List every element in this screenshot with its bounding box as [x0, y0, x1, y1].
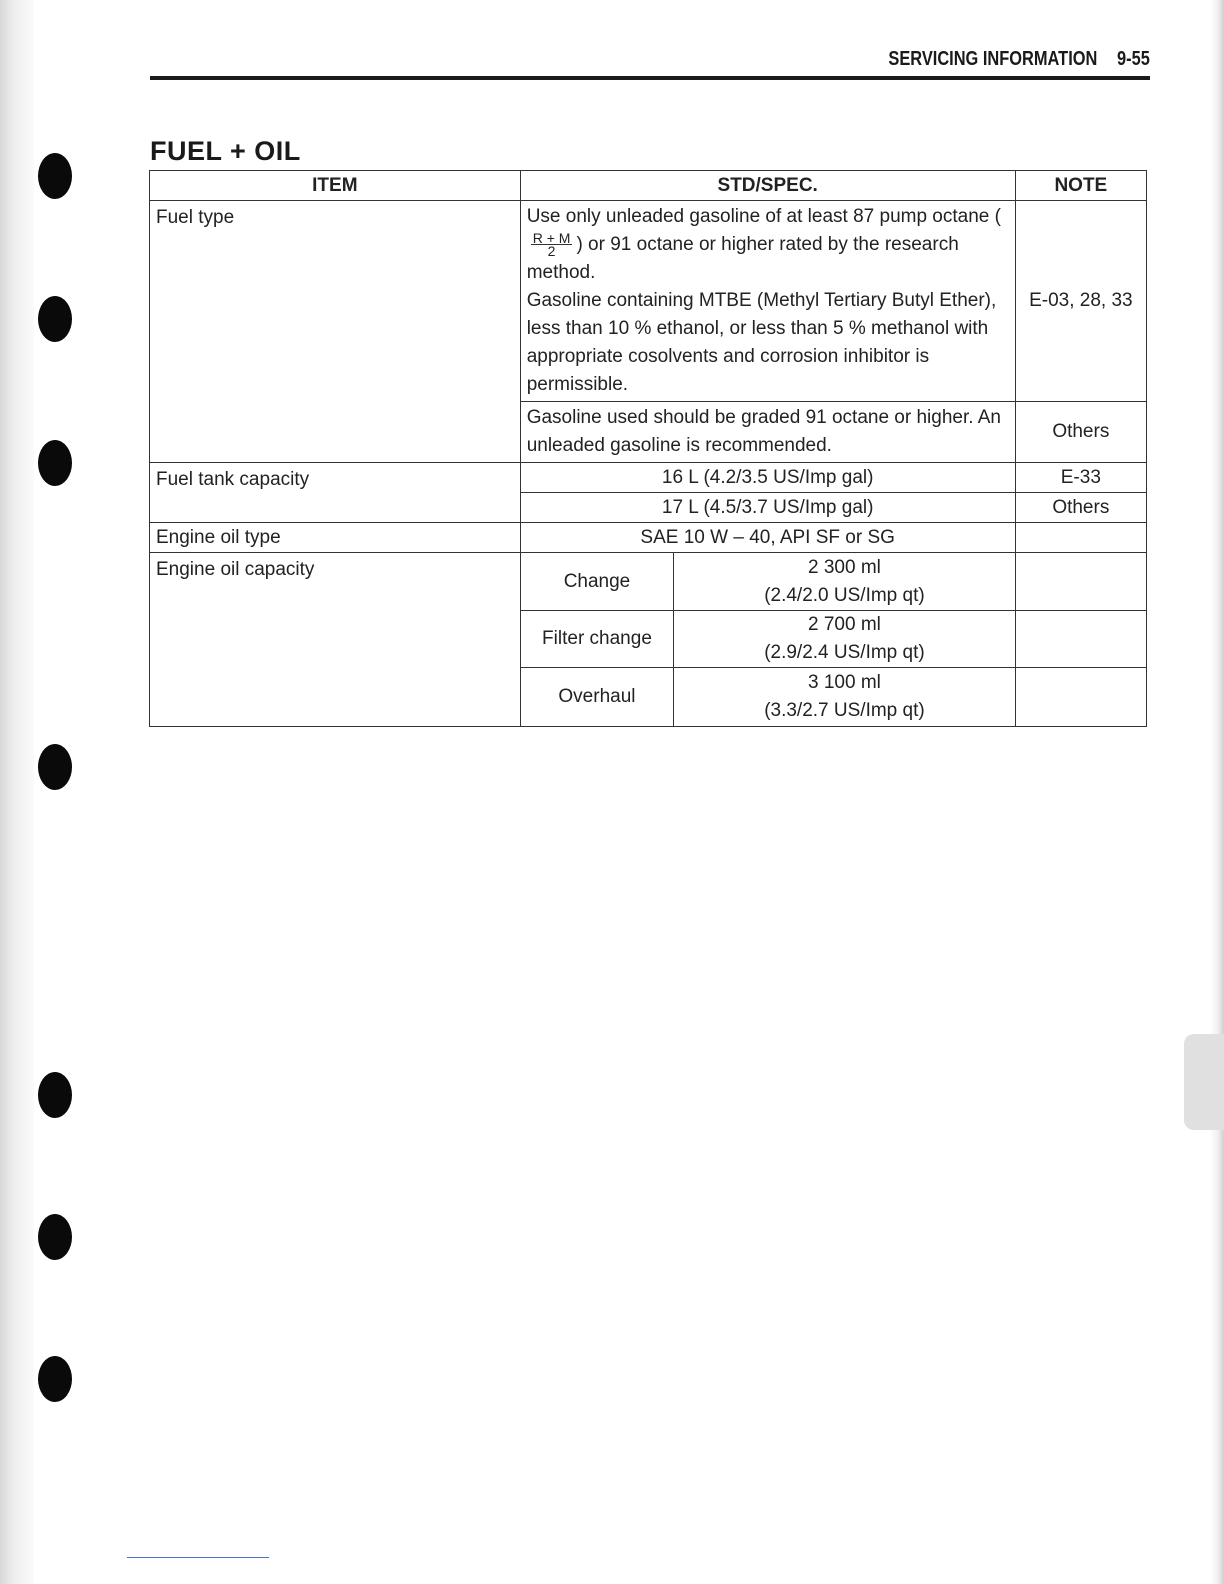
oil-capacity-value [674, 553, 1015, 611]
oil-capacity-qt: (2.9/2.4 US/Imp qt) [764, 642, 925, 663]
oil-capacity-label: Overhaul [520, 668, 674, 727]
fraction-numerator: R + M [532, 230, 571, 247]
page-header [150, 44, 1150, 80]
octane-fraction [531, 230, 573, 260]
spec-fuel-type-1 [520, 201, 1015, 402]
note-fuel-type-2: Others [1015, 402, 1146, 463]
header-text [889, 48, 1150, 71]
binder-hole [38, 296, 72, 342]
column-header-item: ITEM [150, 171, 521, 201]
oil-capacity-note [1015, 668, 1146, 727]
section-edge-tab [1184, 1034, 1224, 1130]
header-page-number: 9-55 [1117, 48, 1150, 70]
oil-capacity-qt: (3.3/2.7 US/Imp qt) [764, 700, 925, 721]
spec-fuel-type-1-prefix: Use only unleaded gasoline of at least 87 pump octane ( [526, 206, 1001, 227]
item-fuel-tank-capacity: Fuel tank capacity [150, 463, 521, 523]
note-fuel-tank-2: Others [1015, 493, 1146, 523]
fuel-oil-spec-table [149, 170, 1147, 727]
oil-capacity-value [674, 668, 1015, 727]
note-engine-oil-type [1015, 523, 1146, 553]
oil-capacity-qt: (2.4/2.0 US/Imp qt) [764, 584, 925, 606]
column-header-note: NOTE [1015, 171, 1146, 201]
spec-fuel-type-1-suffix: ) or 91 octane or higher rated by the research method. [526, 234, 959, 283]
binder-hole [38, 440, 72, 486]
spec-fuel-type-1-para2: Gasoline containing MTBE (Methyl Tertiary Butyl Ether), less than 10 % ethanol, or less than 5 % methanol with appropriate cosolvents and corrosion inhibitor is permissible. [526, 290, 997, 395]
note-fuel-type-1: E-03, 28, 33 [1015, 201, 1146, 402]
page-left-shadow [0, 0, 34, 1584]
table-row [150, 201, 1147, 402]
table-header-row [150, 171, 1147, 201]
page-right-edge [1210, 0, 1224, 1584]
oil-capacity-note [1015, 553, 1146, 611]
oil-capacity-ml: 3 100 ml [808, 672, 881, 693]
spec-fuel-tank-2: 17 L (4.5/3.7 US/Imp gal) [520, 493, 1015, 523]
oil-capacity-ml: 2 700 ml [808, 614, 881, 635]
footer-rule [127, 1557, 269, 1558]
fraction-denominator: 2 [547, 243, 556, 260]
table-row [150, 523, 1147, 553]
section-title: FUEL + OIL [150, 136, 301, 166]
spec-fuel-type-2: Gasoline used should be graded 91 octane or higher. An unleaded gasoline is recommended. [520, 402, 1015, 463]
header-section: SERVICING INFORMATION [888, 48, 1098, 70]
oil-capacity-value [674, 611, 1015, 668]
oil-capacity-label: Change [520, 553, 674, 611]
table-row [150, 463, 1147, 493]
binder-hole [38, 1356, 72, 1402]
binder-hole [38, 1214, 72, 1260]
oil-capacity-note [1015, 611, 1146, 668]
table-row [150, 553, 1147, 611]
binder-hole [38, 744, 72, 790]
note-fuel-tank-1: E-33 [1015, 463, 1146, 493]
column-header-spec: STD/SPEC. [520, 171, 1015, 201]
item-engine-oil-type: Engine oil type [150, 523, 521, 553]
spec-engine-oil-type: SAE 10 W – 40, API SF or SG [520, 523, 1015, 553]
binder-hole [38, 1072, 72, 1118]
oil-capacity-ml: 2 300 ml [808, 556, 881, 578]
binder-hole [38, 153, 72, 199]
oil-capacity-label: Filter change [520, 611, 674, 668]
item-engine-oil-capacity: Engine oil capacity [150, 553, 521, 727]
spec-fuel-tank-1: 16 L (4.2/3.5 US/Imp gal) [520, 463, 1015, 493]
item-fuel-type: Fuel type [150, 201, 521, 463]
